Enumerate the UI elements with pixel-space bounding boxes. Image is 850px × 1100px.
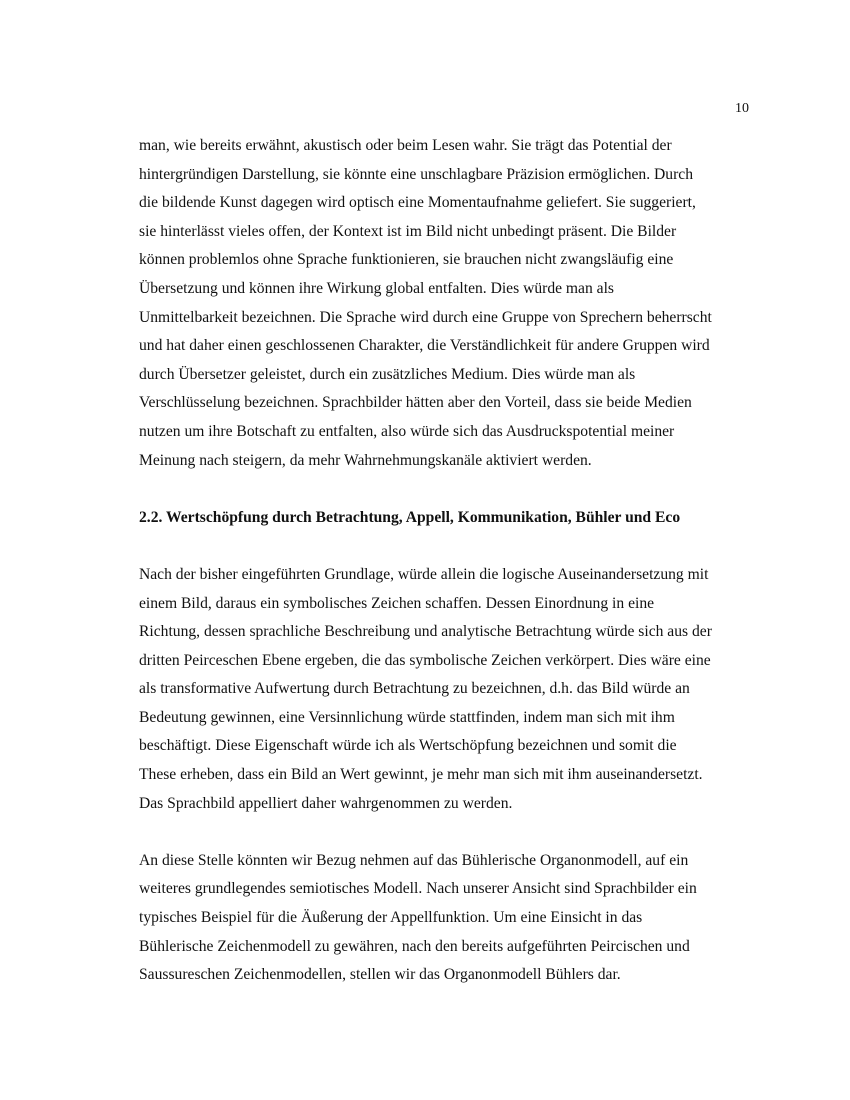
text-line: typisches Beispiel für die Äußerung der Appellfunktion. Um eine Einsicht in das — [139, 909, 643, 927]
page-number: 10 — [735, 101, 749, 116]
text-line: These erheben, dass ein Bild an Wert gewinnt, je mehr man sich mit ihm auseinandersetzt. — [139, 766, 703, 784]
text-line: weiteres grundlegendes semiotisches Modell. Nach unserer Ansicht sind Sprachbilder ein — [139, 880, 697, 898]
text-line: einem Bild, daraus ein symbolisches Zeichen schaffen. Dessen Einordnung in eine — [139, 594, 655, 612]
text-line: und hat daher einen geschlossenen Charakter, die Verständlichkeit für andere Gruppen wird — [139, 337, 710, 355]
paragraph — [139, 847, 754, 990]
text-line: Meinung nach steigern, da mehr Wahrnehmungskanäle aktiviert werden. — [139, 451, 592, 469]
paragraph — [139, 561, 754, 818]
text-line: Das Sprachbild appelliert daher wahrgenommen zu werden. — [139, 794, 513, 812]
paragraph-spacer — [139, 818, 754, 847]
text-line: Richtung, dessen sprachliche Beschreibung und analytische Betrachtung würde sich aus der — [139, 623, 712, 641]
text-line: können problemlos ohne Sprache funktionieren, sie brauchen nicht zwangsläufig eine — [139, 251, 674, 269]
text-line: Nach der bisher eingeführten Grundlage, würde allein die logische Auseinandersetzung mit — [139, 565, 709, 583]
text-line: dritten Peirceschen Ebene ergeben, die das symbolische Zeichen verkörpert. Dies wäre eine — [139, 651, 711, 669]
text-line: Bedeutung gewinnen, eine Versinnlichung würde stattfinden, indem man sich mit ihm — [139, 708, 675, 726]
paragraph-spacer — [139, 532, 754, 561]
text-line: Übersetzung und können ihre Wirkung global entfalten. Dies würde man als — [139, 279, 614, 297]
paragraph-spacer — [139, 475, 754, 504]
text-line: als transformative Aufwertung durch Betrachtung zu bezeichnen, d.h. das Bild würde an — [139, 680, 690, 698]
text-line: beschäftigt. Diese Eigenschaft würde ich als Wertschöpfung bezeichnen und somit die — [139, 737, 677, 755]
text-line: Verschlüsselung bezeichnen. Sprachbilder hätten aber den Vorteil, dass sie beide Medien — [139, 394, 692, 412]
text-line: man, wie bereits erwähnt, akustisch oder beim Lesen wahr. Sie trägt das Potential der — [139, 137, 672, 154]
text-line: hintergründigen Darstellung, sie könnte eine unschlagbare Präzision ermöglichen. Durch — [139, 165, 693, 183]
section-heading: 2.2. Wertschöpfung durch Betrachtung, Appell, Kommunikation, Bühler und Eco — [139, 508, 681, 526]
document-body — [139, 132, 754, 990]
text-line: sie hinterlässt vieles offen, der Kontext ist im Bild nicht unbedingt präsent. Die Bilder — [139, 222, 677, 240]
text-line: die bildende Kunst dagegen wird optisch eine Momentaufnahme geliefert. Sie suggeriert, — [139, 194, 696, 212]
text-line: Unmittelbarkeit bezeichnen. Die Sprache wird durch eine Gruppe von Sprechern beherrscht — [139, 308, 712, 326]
paragraph — [139, 132, 754, 475]
text-line: durch Übersetzer geleistet, durch ein zusätzliches Medium. Dies würde man als — [139, 365, 636, 383]
text-line: An diese Stelle könnten wir Bezug nehmen auf das Bühlerische Organonmodell, auf ein — [139, 851, 689, 869]
text-line: Bühlerische Zeichenmodell zu gewähren, nach den bereits aufgeführten Peircischen und — [139, 937, 690, 955]
text-line: nutzen um ihre Botschaft zu entfalten, also würde sich das Ausdruckspotential meiner — [139, 422, 675, 440]
text-line: Saussureschen Zeichenmodellen, stellen wir das Organonmodell Bühlers dar. — [139, 966, 621, 984]
